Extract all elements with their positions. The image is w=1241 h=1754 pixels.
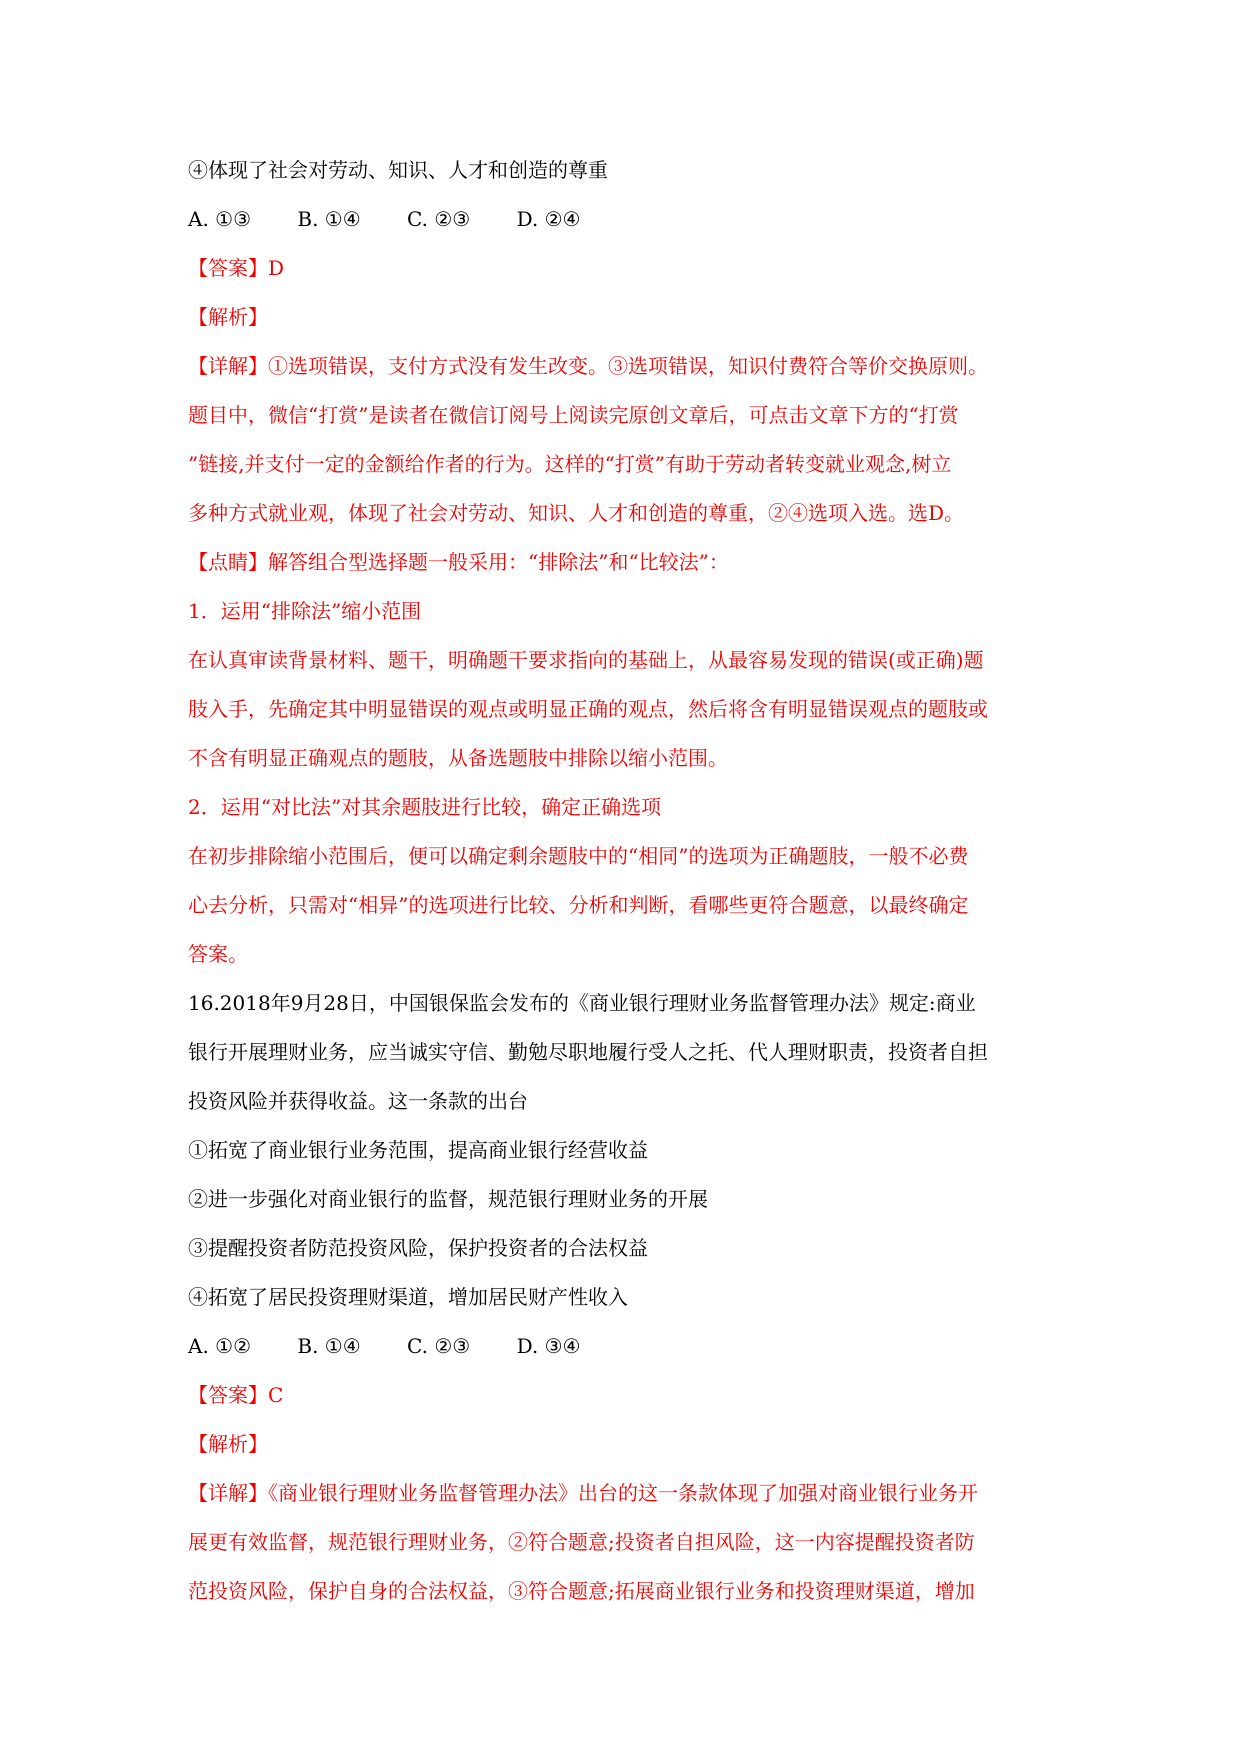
q16-statement-1: ①拓宽了商业银行业务范围，提高商业银行经营收益 xyxy=(188,1138,648,1162)
q15-answer-value: D xyxy=(268,256,285,280)
q15-option-d: D. ②④ xyxy=(516,207,581,231)
q16-statement-2: ②进一步强化对商业银行的监督，规范银行理财业务的开展 xyxy=(188,1187,708,1211)
q16-detail-line-1 xyxy=(188,1478,1058,1527)
q15-step2-line-2: 心去分析，只需对“相异”的选项进行比较、分析和判断，看哪些更符合题意，以最终确定 xyxy=(188,893,969,917)
q15-answer xyxy=(188,253,1058,302)
q15-option-a: A. ①③ xyxy=(188,207,252,231)
q15-tip-label: 【点睛】 xyxy=(188,550,268,574)
q16-option-a: A. ①② xyxy=(188,1334,252,1358)
q16-detail-line-3: 范投资风险，保护自身的合法权益，③符合题意;拓展商业银行业务和投资理财渠道，增加 xyxy=(188,1579,975,1603)
q16-options xyxy=(188,1331,1058,1380)
q16-detail-line-2: 展更有效监督，规范银行理财业务，②符合题意;投资者自担风险，这一内容提醒投资者防 xyxy=(188,1530,975,1554)
q15-tip-text: 解答组合型选择题一般采用：“排除法”和“比较法”： xyxy=(268,550,729,574)
q16-detail-label: 【详解】 xyxy=(188,1481,268,1505)
q16-detail-text-1: 《商业银行理财业务监督管理办法》出台的这一条款体现了加强对商业银行业务开 xyxy=(268,1481,978,1505)
q16-option-b: B. ①④ xyxy=(297,1334,361,1358)
q15-tip xyxy=(188,547,1058,596)
q15-option-b: B. ①④ xyxy=(297,207,361,231)
page-content xyxy=(188,155,1058,1625)
q15-step1-line-2: 肢入手，先确定其中明显错误的观点或明显正确的观点，然后将含有明显错误观点的题肢或 xyxy=(188,697,988,721)
q15-step1-line-3: 不含有明显正确观点的题肢，从备选题肢中排除以缩小范围。 xyxy=(188,746,728,770)
q15-statement-4: ④体现了社会对劳动、知识、人才和创造的尊重 xyxy=(188,158,608,182)
q15-step2-line-3: 答案。 xyxy=(188,942,248,966)
q16-answer xyxy=(188,1380,1058,1429)
q15-step2-title: 2．运用“对比法”对其余题肢进行比较，确定正确选项 xyxy=(188,795,662,819)
q16-answer-label: 【答案】 xyxy=(188,1383,268,1407)
q16-stem-line-3: 投资风险并获得收益。这一条款的出台 xyxy=(188,1089,528,1113)
q15-detail-label: 【详解】 xyxy=(188,354,268,378)
q16-statement-3: ③提醒投资者防范投资风险，保护投资者的合法权益 xyxy=(188,1236,648,1260)
q15-option-c: C. ②③ xyxy=(407,207,471,231)
q15-detail-line-1 xyxy=(188,351,1058,400)
q16-answer-value: C xyxy=(268,1383,284,1407)
q15-options xyxy=(188,204,1058,253)
q16-analysis-label: 【解析】 xyxy=(188,1432,268,1456)
q15-step2-line-1: 在初步排除缩小范围后，便可以确定剩余题肢中的“相同”的选项为正确题肢，一般不必费 xyxy=(188,844,969,868)
q16-statement-4: ④拓宽了居民投资理财渠道，增加居民财产性收入 xyxy=(188,1285,628,1309)
q15-detail-text-1: ①选项错误，支付方式没有发生改变。③选项错误，知识付费符合等价交换原则。 xyxy=(268,354,988,378)
q15-answer-label: 【答案】 xyxy=(188,256,268,280)
q15-step1-line-1: 在认真审读背景材料、题干，明确题干要求指向的基础上，从最容易发现的错误(或正确)题 xyxy=(188,648,984,672)
q15-step1-title: 1．运用“排除法”缩小范围 xyxy=(188,599,422,623)
q16-stem-line-1: 16.2018年9月28日，中国银保监会发布的《商业银行理财业务监督管理办法》规定:商业 xyxy=(188,991,976,1015)
q15-detail-line-2: 题目中，微信“打赏”是读者在微信订阅号上阅读完原创文章后，可点击文章下方的“打赏 xyxy=(188,403,959,427)
q15-detail-line-3: ”链接,并支付一定的金额给作者的行为。这样的“打赏”有助于劳动者转变就业观念,树立 xyxy=(188,452,952,476)
q16-option-c: C. ②③ xyxy=(407,1334,471,1358)
q16-option-d: D. ③④ xyxy=(516,1334,581,1358)
q16-stem-line-2: 银行开展理财业务，应当诚实守信、勤勉尽职地履行受人之托、代人理财职责，投资者自担 xyxy=(188,1040,988,1064)
q15-analysis-label: 【解析】 xyxy=(188,305,268,329)
q15-detail-line-4: 多种方式就业观，体现了社会对劳动、知识、人才和创造的尊重，②④选项入选。选D。 xyxy=(188,501,965,525)
